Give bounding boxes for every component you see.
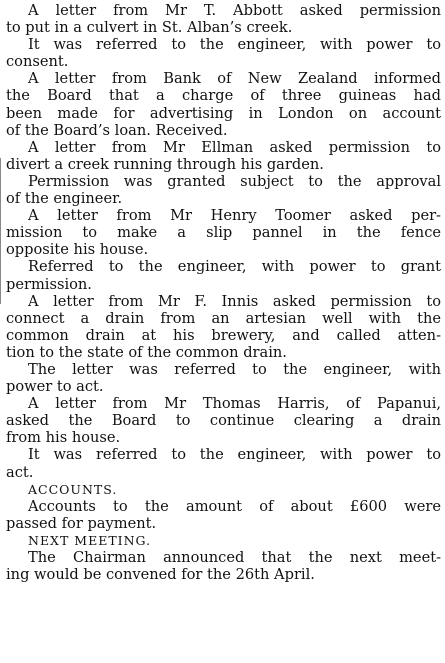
text-line: A letter from Mr Ellman asked permission to (28, 138, 441, 156)
text-line: A letter from Bank of New Zealand informed (28, 70, 441, 88)
text-line: A letter from Mr Thomas Harris, of Papanui, (28, 395, 441, 413)
text-line: Referred to the engineer, with power to grant (28, 258, 441, 276)
text-line: passed for payment. (6, 514, 157, 532)
paragraph (6, 395, 441, 446)
text-line: of the engineer. (6, 190, 123, 208)
paragraph (6, 446, 441, 480)
text-line: A letter from Mr Henry Toomer asked per- (28, 207, 441, 225)
text-line: asked the Board to continue clearing a drain (6, 412, 441, 430)
text-line: tion to the state of the common drain. (6, 343, 287, 361)
text-line: to put in a culvert in St. Alban’s creek. (6, 19, 293, 37)
paragraph (6, 549, 441, 583)
text-line: consent. (6, 53, 69, 71)
text-line: mission to make a slip pannel in the fence (6, 224, 441, 242)
article-body (6, 2, 441, 481)
text-line: Permission was granted subject to the approval (28, 172, 441, 190)
text-line: been made for advertising in London on account (6, 104, 441, 122)
accounts-heading: ACCOUNTS. (28, 481, 118, 497)
paragraph (6, 36, 441, 70)
text-line: of the Board’s loan. Received. (6, 121, 228, 139)
text-line: opposite his house. (6, 241, 149, 259)
paragraph (6, 498, 441, 532)
text-line: divert a creek running through his garden. (6, 155, 324, 173)
text-line: act. (6, 463, 34, 481)
text-line: ing would be convened for the 26th April. (6, 566, 315, 584)
next-meeting-heading: NEXT MEETING. (28, 532, 152, 548)
text-line: the Board that a charge of three guineas had (6, 87, 441, 105)
text-line: The Chairman announced that the next meet- (28, 549, 441, 566)
text-line: permission. (6, 275, 92, 293)
text-line: A letter from Mr T. Abbott asked permission (28, 2, 441, 19)
paragraph (6, 139, 441, 173)
text-line: Accounts to the amount of about £600 were (28, 497, 441, 515)
text-line: connect a drain from an artesian well with the (6, 309, 441, 327)
text-line: It was referred to the engineer, with power to (28, 446, 441, 464)
text-line: common drain at his brewery, and called atten- (6, 326, 441, 344)
paragraph (6, 258, 441, 292)
paragraph (6, 173, 441, 207)
paragraph (6, 207, 441, 258)
next-meeting-paragraph (6, 549, 441, 583)
text-line: from his house. (6, 429, 121, 447)
accounts-paragraph (6, 498, 441, 532)
paragraph (6, 361, 441, 395)
text-line: A letter from Mr F. Innis asked permission to (28, 292, 441, 310)
text-line: power to act. (6, 378, 104, 396)
text-line: The letter was referred to the engineer, with (28, 360, 441, 378)
paragraph (6, 70, 441, 138)
paragraph (6, 293, 441, 361)
paragraph (6, 2, 441, 36)
text-line: It was referred to the engineer, with power to (28, 36, 441, 54)
